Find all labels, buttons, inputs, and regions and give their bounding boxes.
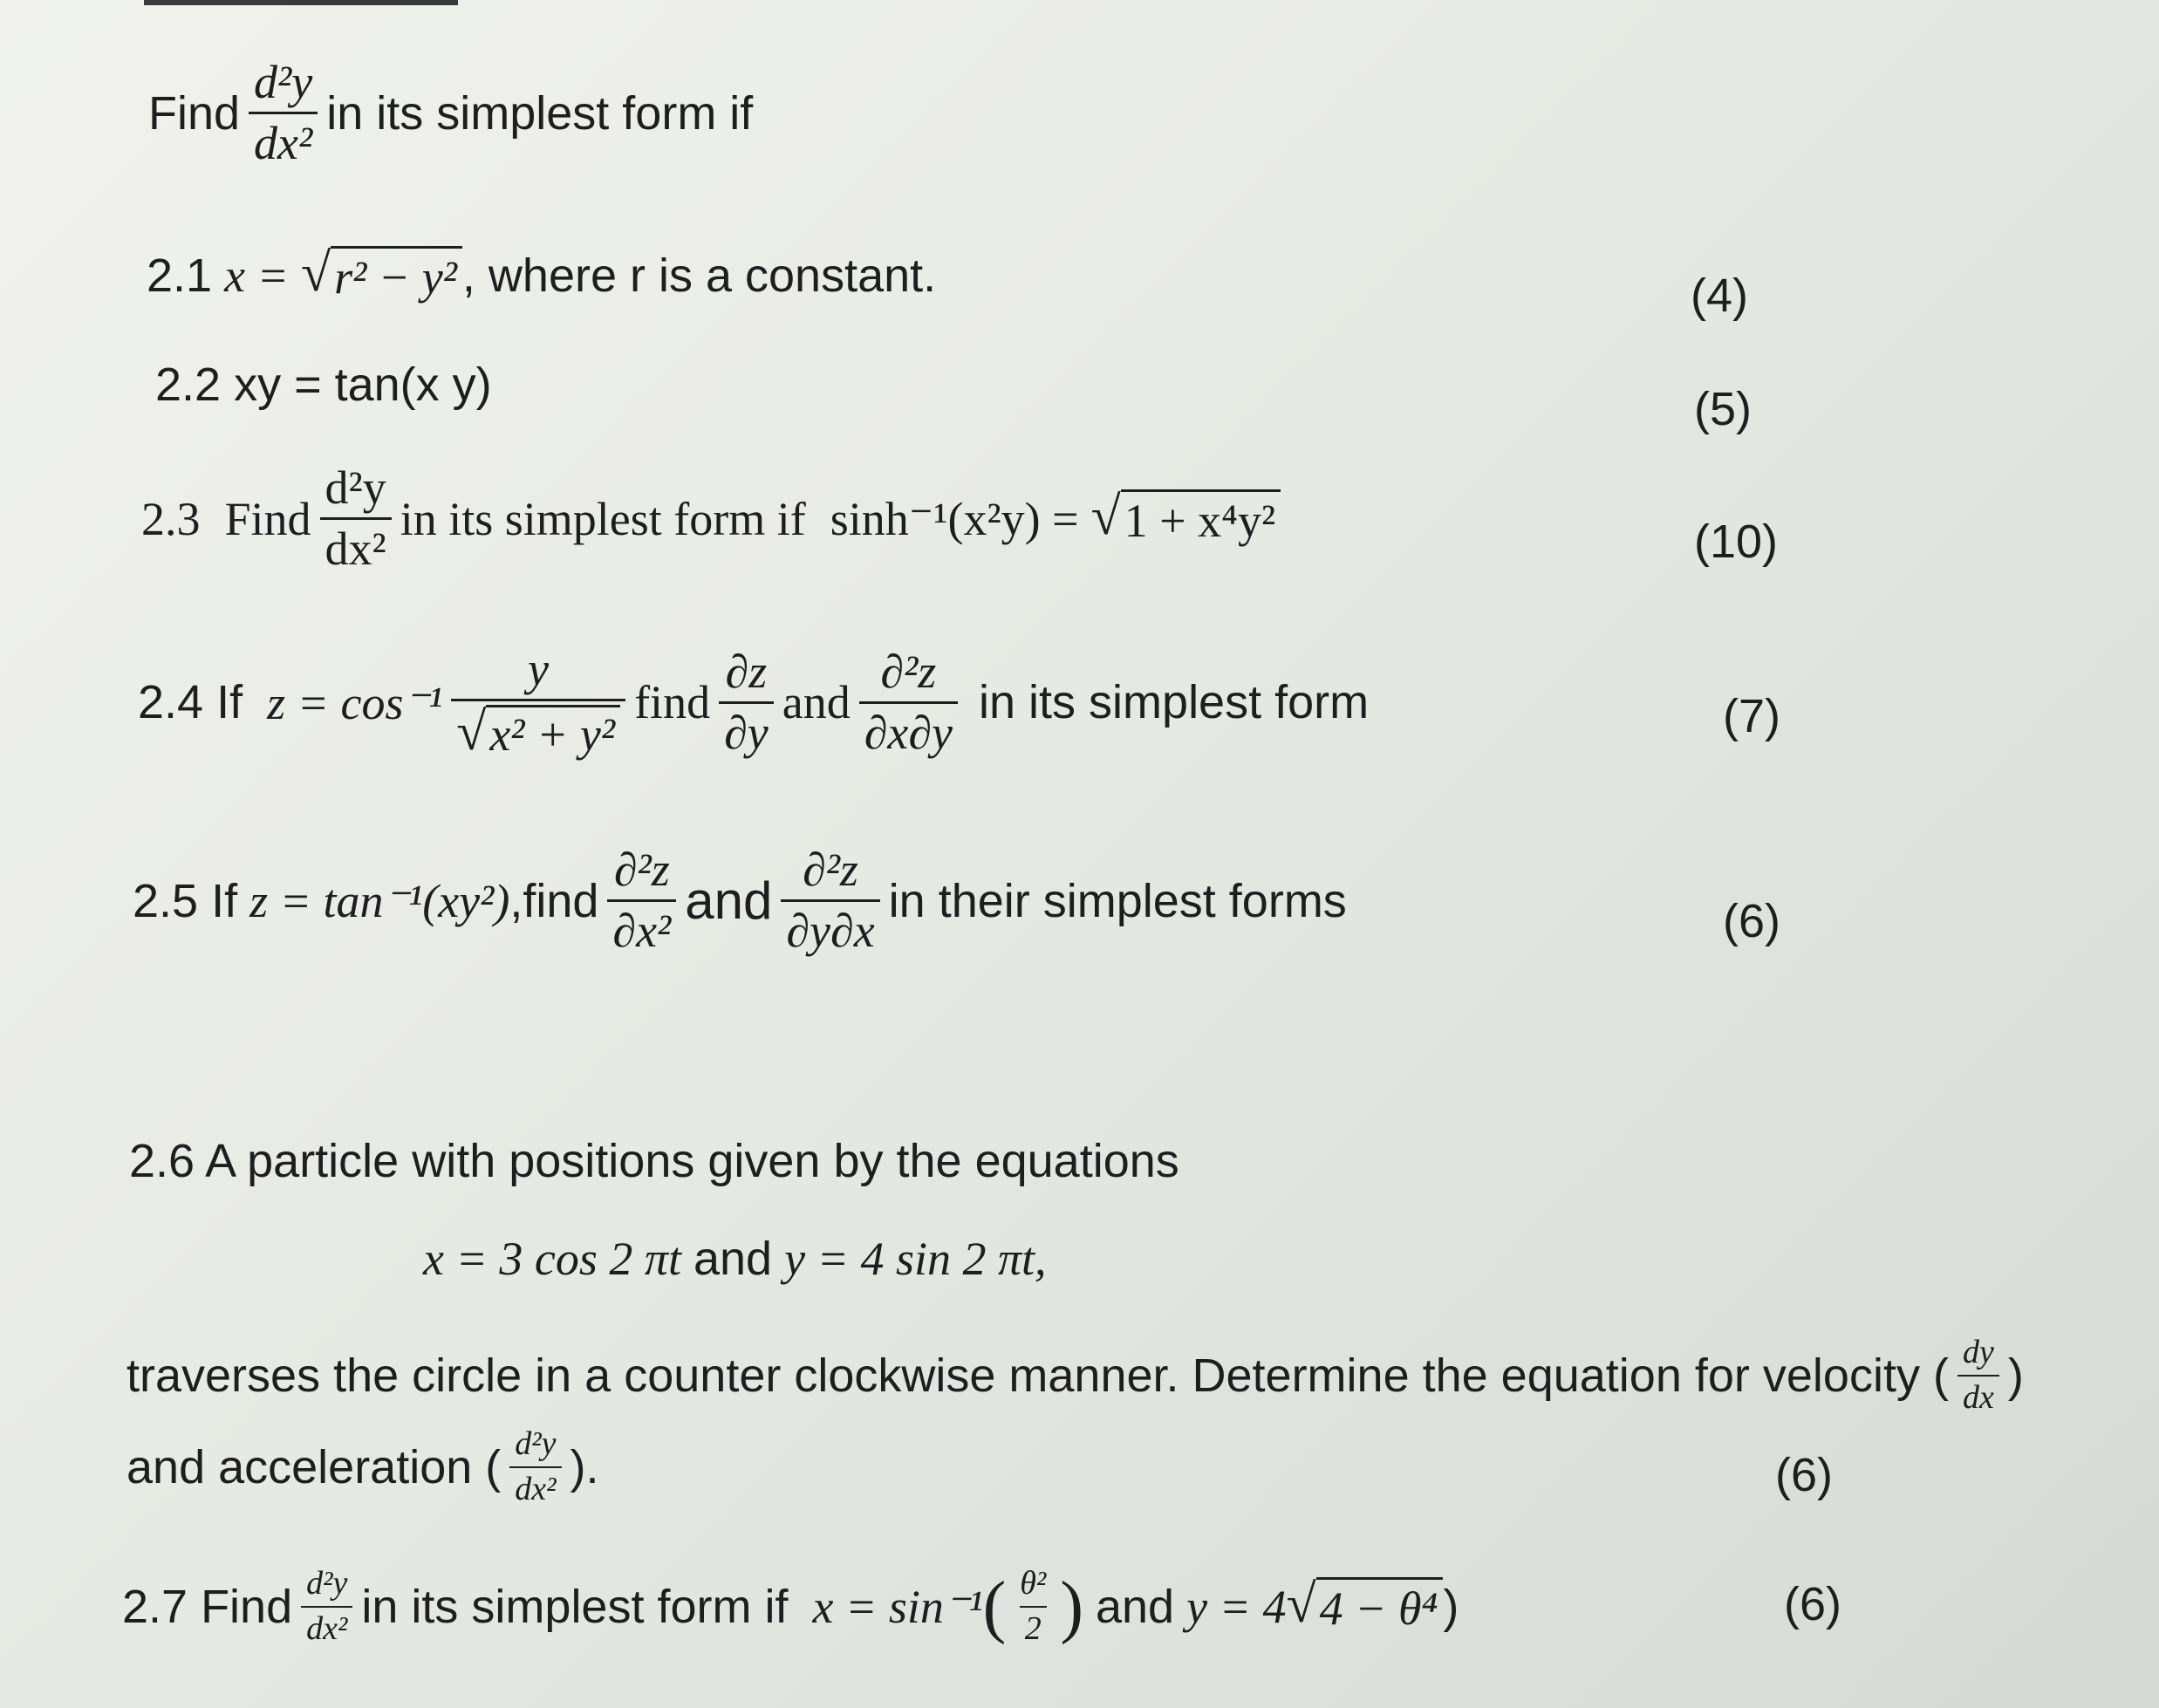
q25-partial-2: $\frac{\text{∂²z}}{\partial y\partial x}$ — [781, 844, 879, 958]
q25-text: in their simplest forms — [888, 874, 1347, 927]
q24-partial-1: $\frac{\partial z}{\partial y}$ — [719, 646, 774, 760]
q21-number: 2.1 — [147, 249, 213, 302]
q27-and: and — [1095, 1580, 1175, 1633]
intro-line — [148, 57, 753, 170]
q21-marks: (4) — [1691, 270, 1748, 322]
q23-find: Find — [224, 492, 311, 545]
q24-partial-2: $\frac{\text{∂²z}}{\partial x\partial y}$ — [859, 646, 958, 760]
q22-marks: (5) — [1694, 383, 1752, 435]
q26-velocity-frac: $\frac{dy}{dx}$ — [1957, 1335, 1999, 1417]
question-2-7: 2.7 Find $\frac{\text{d²y}}{\text{dx²}}$ in its simplest form if x = sin⁻¹ ( $\frac{\text{θ²}}{2}$ ) and y = 4 √ 4 − θ⁴ ) — [122, 1565, 1459, 1647]
q24-fraction: y √ x² + y² — [451, 644, 625, 762]
q27-derivative: $\frac{\text{d²y}}{\text{dx²}}$ — [301, 1566, 352, 1648]
q25-partial-1: $\frac{\text{∂²z}}{\text{∂x²}}$ — [607, 844, 676, 958]
q26-line4: and acceleration ( $\frac{\text{d²y}}{\text{dx²}}$ ). — [126, 1425, 599, 1507]
intro-derivative: $\frac{\text{d²y}}{\text{dx²}}$ — [249, 57, 318, 170]
q24-marks: (7) — [1723, 690, 1780, 742]
q24-text: in its simplest form — [979, 676, 1370, 729]
q24-find: find — [634, 676, 711, 729]
q25-equation: z = tan⁻¹(xy²) — [249, 875, 510, 928]
question-2-5 — [133, 844, 1347, 958]
q21-sqrt: √ r² − y² — [301, 246, 462, 304]
q27-sqrt: √ 4 − θ⁴ — [1286, 1577, 1443, 1636]
q25-number: 2.5 If — [133, 874, 238, 927]
question-2-1 — [147, 243, 937, 304]
intro-text: in its simplest form if — [326, 86, 754, 140]
q27-number: 2.7 Find — [122, 1580, 293, 1633]
q26-eq-y: y = 4 sin 2 πt, — [784, 1233, 1047, 1285]
top-rule — [144, 0, 458, 5]
intro-find: Find — [148, 86, 241, 140]
q27-eq-y: y = 4 — [1186, 1580, 1287, 1633]
q27-paren-frac: $\frac{\text{θ²}}{2}$ — [1020, 1565, 1047, 1647]
q27-marks: (6) — [1784, 1578, 1841, 1630]
question-2-3 — [141, 462, 1281, 576]
q25-find: ,find — [509, 874, 599, 927]
q25-marks: (6) — [1723, 895, 1780, 947]
q26-eq-and: and — [693, 1233, 773, 1285]
q27-eq-x: x = sin⁻¹ — [812, 1581, 983, 1634]
q25-and: and — [685, 871, 773, 931]
q26-line3: traverses the circle in a counter clockwise manner. Determine the equation for velocity ( $\frac{dy}{dx}$ ) — [126, 1334, 2024, 1416]
q23-text: in its simplest form if — [400, 492, 806, 545]
q21-text: , where r is a constant. — [461, 249, 937, 302]
q26-eq-x: x = 3 cos 2 πt — [423, 1233, 681, 1285]
q24-equation: z = cos⁻¹ — [267, 676, 443, 729]
q27-text: in its simplest form if — [361, 1580, 789, 1633]
q24-number: 2.4 If — [138, 676, 243, 729]
q23-derivative: $\frac{\text{d²y}}{\text{dx²}}$ — [320, 462, 392, 576]
q26-equations — [423, 1232, 1047, 1286]
q26-line1: 2.6 A particle with positions given by the equations — [129, 1135, 1179, 1187]
q22-equation: 2.2 xy = tan(x y) — [155, 359, 492, 411]
q21-equation: x = — [224, 249, 289, 302]
q23-eq-left: sinh⁻¹(x²y) = — [830, 493, 1079, 546]
q23-marks: (10) — [1694, 516, 1779, 568]
question-2-4 — [138, 644, 1369, 762]
question-2-2 — [155, 358, 492, 412]
q26-acceleration-frac: $\frac{\text{d²y}}{\text{dx²}}$ — [509, 1426, 561, 1508]
q24-and: and — [782, 676, 851, 729]
q23-sqrt: √ 1 + x⁴y² — [1091, 489, 1281, 548]
q26-marks: (6) — [1775, 1449, 1833, 1501]
q23-number: 2.3 — [141, 492, 201, 545]
